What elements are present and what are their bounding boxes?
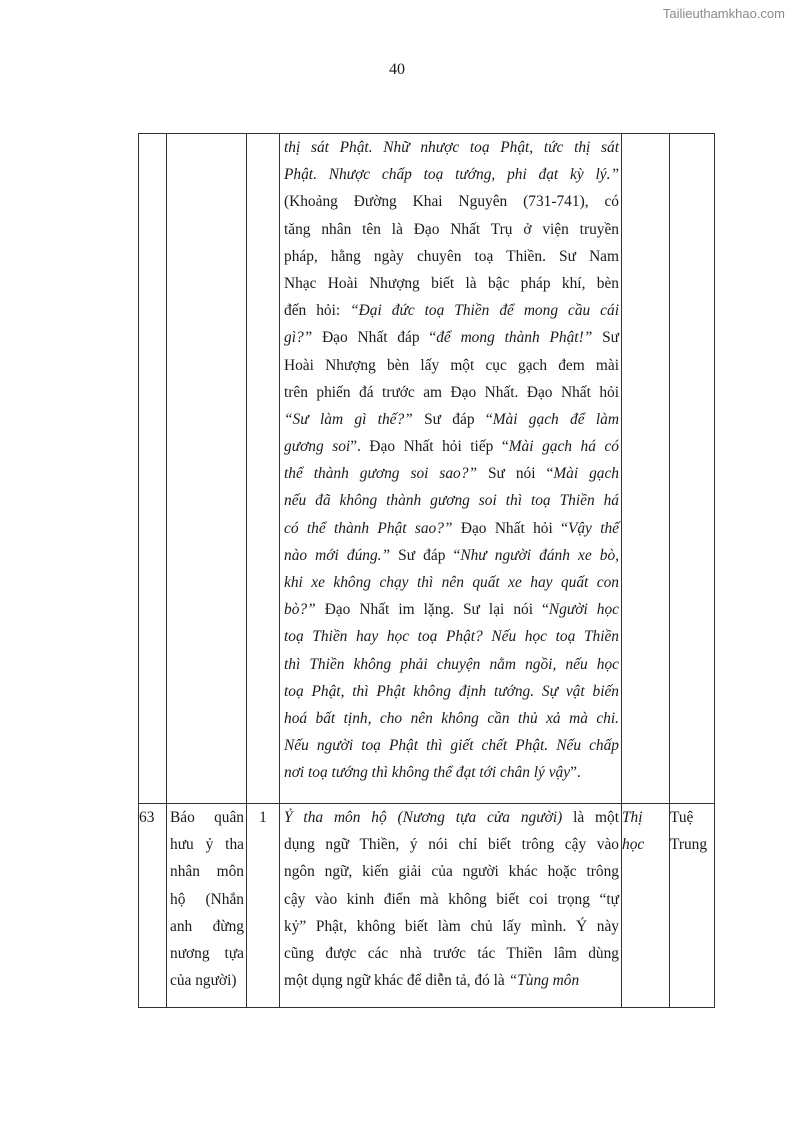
text-line: Thị [622, 809, 643, 826]
cell-frequency [247, 804, 280, 1008]
text-line: khi xe không chạy thì nên quất xe hay quất con [284, 574, 619, 591]
cell-explanation [280, 804, 622, 1008]
text-line: thể thành gương soi sao?” Sư nói “Mài gạch [284, 465, 619, 483]
term-line: nhân môn [170, 863, 244, 881]
text-line: có thể thành Phật sao?” Đạo Nhất hỏi “Vậy thế [284, 519, 620, 537]
text-line: tăng nhân tên là Đạo Nhất Trụ ở viện truyền [284, 220, 619, 238]
cell-frequency [247, 134, 280, 804]
frequency-value: 1 [259, 809, 267, 826]
term-line: anh đừng [170, 917, 244, 935]
text-line: Nếu người toạ Phật thì giết chết Phật. Nếu chấp [284, 737, 619, 755]
text-line: kỷ” Phật, không biết làm chủ lấy mình. Ý này [284, 917, 619, 935]
text-line: học [622, 836, 645, 854]
vocabulary-table [138, 133, 715, 1008]
text-line: nơi toạ tướng thì không thể đạt tới chân lý vậy”. [284, 764, 581, 782]
text-line: dụng ngữ Thiền, ý nói chỉ biết trông cậy vào [284, 836, 619, 854]
text-line: ngôn ngữ, kiến giải của người khác hoặc trông [284, 863, 619, 881]
text-line: đến hỏi: “Đại đức toạ Thiền để mong cầu cái [284, 302, 619, 320]
term-line: nương tựa [170, 944, 244, 962]
term-line: Báo quân [170, 809, 244, 826]
text-line: cậy vào kinh điển mà không biết coi trọng “tự [284, 890, 619, 908]
watermark: Tailieuthamkhao.com [662, 6, 785, 21]
row-number: 63 [139, 809, 155, 826]
term-line: hộ (Nhắn [170, 890, 244, 908]
term-line: của người) [170, 972, 237, 990]
text-line: Tuệ [670, 809, 694, 826]
term-line: hưu ỷ tha [170, 836, 244, 854]
text-line: cũng được các nhà trước tác Thiền lâm dùng [284, 944, 619, 962]
text-line: Phật. Nhược chấp toạ tướng, phi đạt kỳ lý.” [284, 166, 619, 184]
text-line: trên phiến đá trước am Đạo Nhất. Đạo Nhất hỏi [284, 383, 619, 401]
cell-number [139, 804, 167, 1008]
text-line: toạ Phật, thì Phật không định tướng. Sự vật biến [284, 682, 619, 700]
cell-explanation [280, 134, 622, 804]
text-line: hoá bất tịnh, cho nên không cần thủ xả mà chi. [284, 709, 619, 727]
cell-category [622, 134, 670, 804]
cell-author [670, 804, 715, 1008]
page-number: 40 [389, 61, 405, 78]
text-line: (Khoảng Đường Khai Nguyên (731-741), có [284, 193, 619, 211]
text-line: gương soi”. Đạo Nhất hỏi tiếp “Mài gạch há có [284, 438, 619, 456]
explanation-text [280, 804, 621, 994]
cell-category [622, 804, 670, 1008]
text-line: gì?” Đạo Nhất đáp “để mong thành Phật!” Sư [284, 329, 619, 347]
cell-number [139, 134, 167, 804]
text-line: nào mới đúng.” Sư đáp “Như người đánh xe bò, [284, 546, 620, 564]
table-row-63 [139, 804, 715, 1008]
text-line: toạ Thiền hay học toạ Phật? Nếu học toạ Thiền [284, 628, 619, 646]
cell-term [167, 134, 247, 804]
text-line: thì Thiền không phải chuyện nằm ngồi, nếu học [284, 655, 619, 673]
cell-term [167, 804, 247, 1008]
category-text [622, 804, 669, 858]
text-line: “Sư làm gì thế?” Sư đáp “Mài gạch để làm [284, 410, 619, 428]
text-line: Trung [670, 836, 708, 854]
text-line: một dụng ngữ khác để diễn tả, đó là “Tùng môn [284, 972, 580, 990]
text-line: pháp, hằng ngày chuyên toạ Thiền. Sư Nam [284, 247, 619, 265]
text-line: nếu đã không thành gương soi thì toạ Thiền há [284, 492, 619, 510]
text-line: bò?” Đạo Nhất im lặng. Sư lại nói “Người học [284, 601, 619, 619]
table-row-continued [139, 134, 715, 804]
explanation-text [280, 134, 621, 787]
term-text [167, 804, 246, 994]
text-line: thị sát Phật. Nhữ nhược toạ Phật, tức thị sát [284, 139, 619, 156]
cell-author [670, 134, 715, 804]
text-line: Nhạc Hoài Nhượng biết là bậc pháp khí, bèn [284, 274, 619, 292]
author-text [670, 804, 714, 858]
text-line: Ỷ tha môn hộ (Nương tựa cửa người) là một [284, 809, 619, 826]
text-line: Hoài Nhượng bèn lấy một cục gạch đem mài [284, 356, 619, 374]
